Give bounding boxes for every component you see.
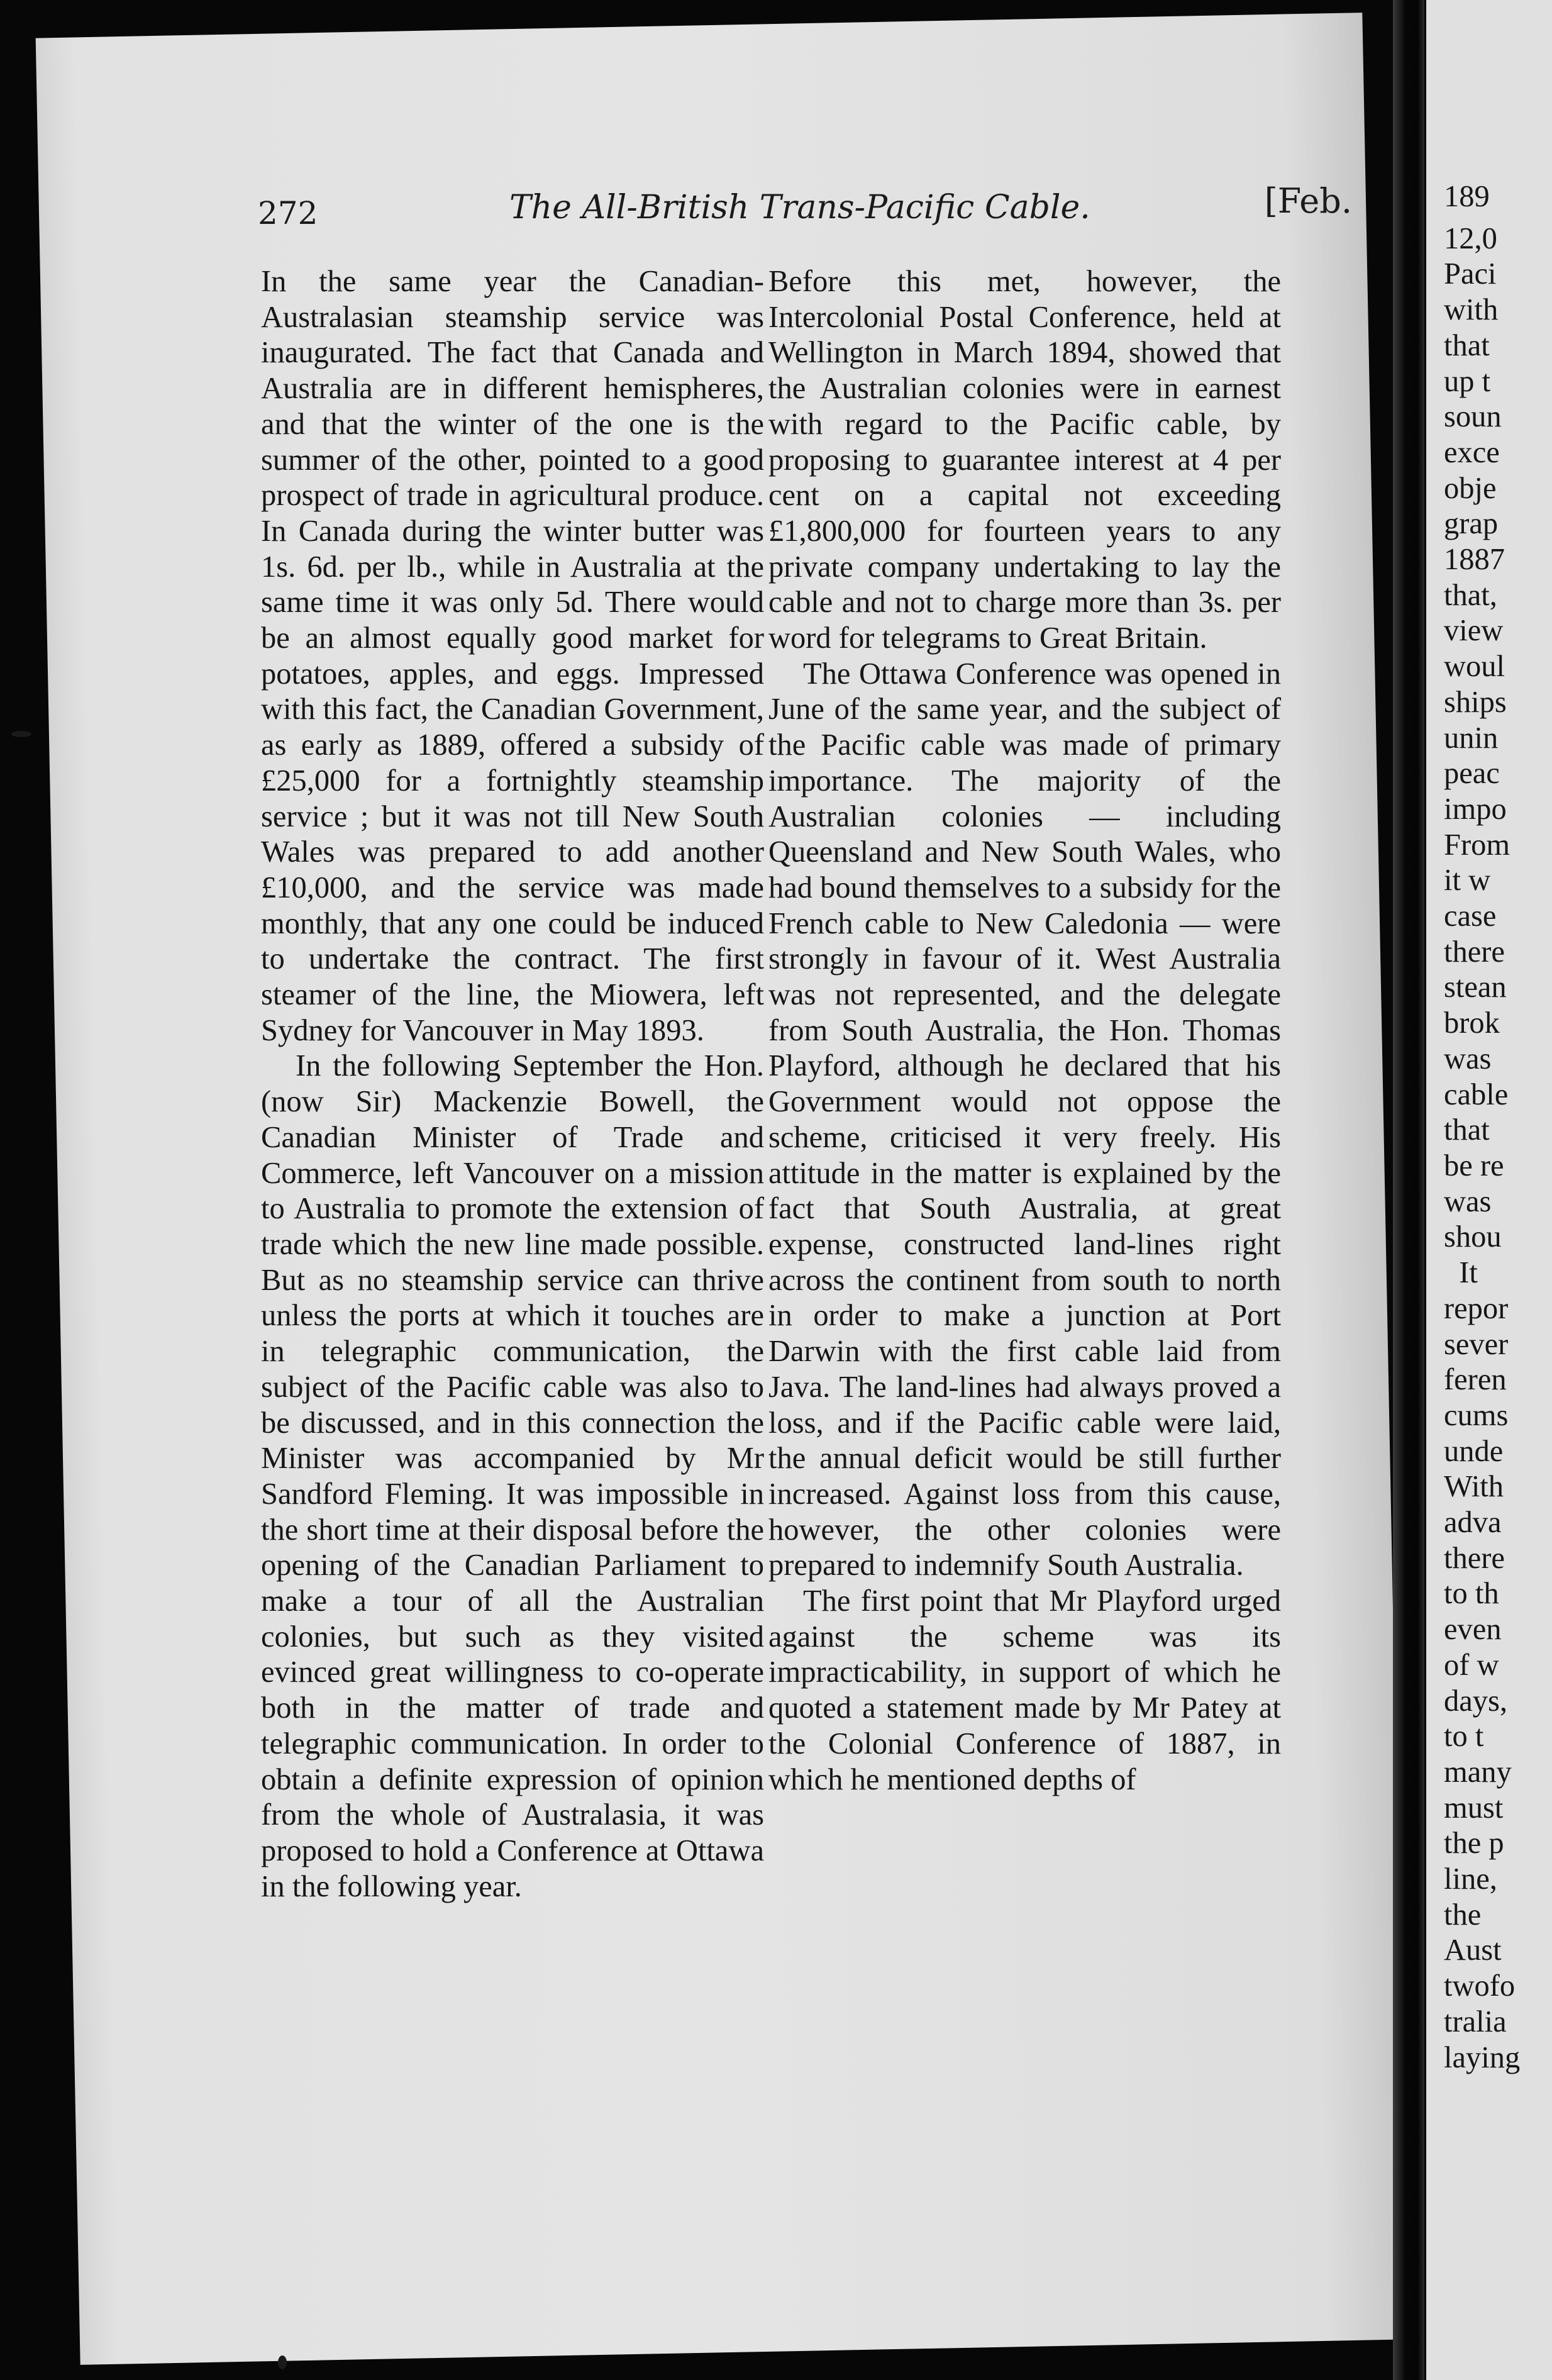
next-page-line: laying [1444,2040,1521,2074]
paragraph: In the same year the Canadian-Australasian steamship service was inaugurated. The fact that Canada and Australia are in different hemispheres, and that the winter of the one is the summer of the other, pointed to a good prospect of trade in agricultural produce. In Canada during the winter butter was 1s. 6d. per lb., while in Australia at the same time it was only 5d. There would be an almost equally good market for potatoes, apples, and eggs. Impressed with this fact, the Canadian Government, as early as 1889, offered a subsidy of £25,000 for a fortnightly steamship service ; but it was not till New South Wales was prepared to add another £10,000, and the service was made monthly, that any one could be induced to undertake the contract. The first steamer of the line, the Miowera, left Sydney for Vancouver in May 1893. [261,265,764,1047]
next-page-line: Aust [1444,1933,1502,1967]
next-page-line: case [1444,899,1497,933]
paragraph: In the following September the Hon. (now Sir) Mackenzie Bowell, the Canadian Minister of Trade and Commerce, left Vancouver on a mission to Australia to promote the extension of trade which the new line made possible. But as no steamship service can thrive unless the ports at which it touches are in telegraphic communication, the subject of the Pacific cable was also to be discussed, and in this connection the Minister was accompanied by Mr Sandford Fleming. It was impossible in the short time at their disposal before the opening of the Canadian Parliament to make a tour of all the Australian colonies, but such as they visited evinced great willingness to co-operate both in the matter of trade and telegraphic communication. In order to obtain a definite expression of opinion from the whole of Australasia, it was proposed to hold a Conference at Ottawa in the following year. [261,1049,764,1903]
next-page-line: adva [1444,1506,1502,1540]
next-page-line: peac [1444,757,1500,791]
next-page-line: stean [1444,970,1507,1004]
paragraph: Before this met, however, the Intercolonial Postal Conference, held at Wellington in March 1894, showed that the Australian colonies were in earnest with regard to the Pacific cable, by proposing to guarantee interest at 4 per cent on a capital not exceeding £1,800,000 for fourteen years to any private company undertaking to lay the cable and not to charge more than 3s. per word for telegrams to Great Britain. [768,265,1281,655]
next-page-line: tralia [1444,2005,1507,2038]
next-page-line: cums [1444,1398,1509,1432]
next-page-line: shou [1444,1220,1502,1254]
left-column [261,264,764,1905]
page-number: 272 [258,195,318,231]
paragraph: The first point that Mr Playford urged against the scheme was its impracticability, in support of which he quoted a statement made by Mr Patey at the Colonial Conference of 1887, in which he mentioned depths of [768,1584,1281,1796]
next-page-line: must [1444,1791,1504,1825]
next-page-line: that, [1444,578,1497,612]
next-page-line: ships [1444,685,1507,719]
page-header [258,181,1352,239]
next-page-line: to t [1444,1720,1484,1754]
next-page-line: impo [1444,792,1507,826]
next-page-line: unde [1444,1434,1504,1468]
next-page-line: soun [1444,400,1502,434]
running-title: The All-British Trans-Pacific Cable. [509,189,1090,226]
next-page-line: exce [1444,435,1500,469]
next-page-line: It [1444,1256,1478,1290]
next-page-line: view [1444,614,1504,648]
next-page-line: brok [1444,1006,1500,1040]
next-page-line: days, [1444,1684,1508,1718]
next-page-line: cable [1444,1077,1509,1111]
next-page-line: feren [1444,1363,1507,1397]
next-page-line: of w [1444,1648,1499,1682]
next-page-line: there [1444,1541,1505,1575]
next-page-line: With [1444,1470,1504,1504]
paragraph: The Ottawa Conference was opened in June of the same year, and the subject of the Pacific cable was made of primary importance. The majority of the Australian colonies — including Queensland and New South Wales, who had bound themselves to a subsidy for the French cable to New Caledonia — were strongly in favour of it. West Australia was not represented, and the delegate from South Australia, the Hon. Thomas Playford, although he declared that his Government would not oppose the scheme, criticised it very freely. His attitude in the matter is explained by the fact that South Australia, at great expense, constructed land-lines right across the continent from south to north in order to make a junction at Port Darwin with the first cable laid from Java. The land-lines had always proved a loss, and if the Pacific cable were laid, the annual deficit would be still further increased. Against loss from this cause, however, the other colonies were prepared to indemnify South Australia. [768,657,1281,1582]
next-page-line: was [1444,1184,1492,1218]
dust-speck [278,2355,287,2369]
book-gutter [1393,0,1424,2380]
next-page-line: the [1444,1898,1482,1932]
next-page-line: grap [1444,507,1499,541]
next-page-line: sever [1444,1327,1509,1361]
next-page-line: that [1444,1113,1490,1147]
right-column [768,264,1281,1798]
next-page-line: From [1444,828,1510,862]
next-page-line: woul [1444,650,1505,684]
next-page-edge [1426,0,1552,2380]
next-page-line: was [1444,1042,1492,1076]
next-page-line: there [1444,935,1505,969]
next-page-line: up t [1444,364,1491,398]
next-page-line: even [1444,1613,1502,1647]
next-page-line: line, [1444,1862,1497,1896]
next-page-line: many [1444,1755,1512,1789]
next-page-line: that [1444,328,1490,362]
next-page-line: it w [1444,864,1491,898]
next-page-line: be re [1444,1148,1504,1182]
next-page-line: obje [1444,471,1497,505]
next-page-line: 12,0 [1444,221,1497,255]
next-page-text [1444,179,1520,2076]
next-page-line: to th [1444,1577,1499,1611]
next-page-line: repor [1444,1291,1509,1325]
running-date: [Feb. [1264,181,1352,221]
next-page-line: Paci [1444,257,1497,291]
next-page-line: with [1444,293,1499,327]
next-page-line: 189 [1444,180,1490,213]
next-page-line: unin [1444,721,1499,755]
next-page-line: the p [1444,1827,1504,1860]
dust-speck [11,731,31,737]
next-page-line: 1887 [1444,543,1505,577]
next-page-line: twofo [1444,1969,1516,2003]
